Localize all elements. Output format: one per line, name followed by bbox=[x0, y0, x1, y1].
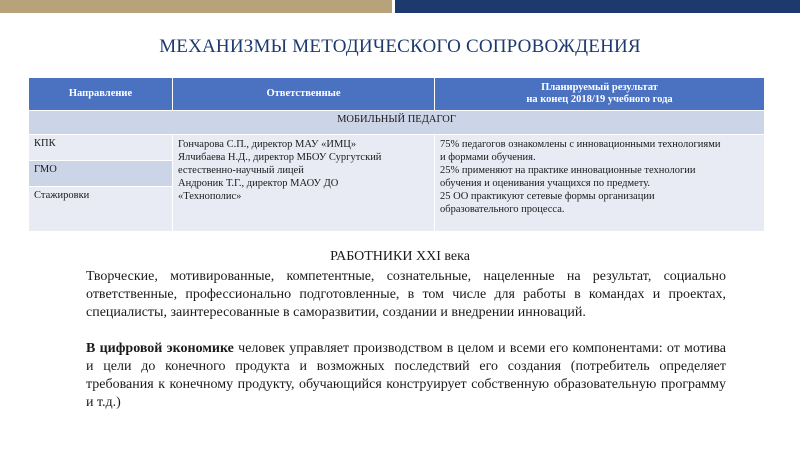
top-accent-bar-navy bbox=[395, 0, 800, 13]
header-result bbox=[435, 78, 765, 111]
paragraph-rest: человек управляет производством в целом и всеми его компонентами: от мотива и цели до конечного продукта и возможных последствий его создания (потребитель определяет требования к конечному продукту, обучающийся конструирует собственную образовательную программу и т.д.) bbox=[86, 341, 726, 410]
result-line: обучения и оценивания учащихся по предмету. bbox=[440, 178, 651, 189]
section-label: МОБИЛЬНЫЙ ПЕДАГОГ bbox=[29, 111, 765, 135]
responsible-line: естественно-научный лицей bbox=[178, 165, 304, 176]
responsible-line: Андроник Т.Г., директор МАОУ ДО bbox=[178, 178, 339, 189]
section-subtitle: РАБОТНИКИ XXI века bbox=[330, 249, 470, 264]
header-responsible: Ответственные bbox=[173, 78, 435, 111]
header-direction: Направление bbox=[29, 78, 173, 111]
direction-cell-gmo: ГМО bbox=[29, 161, 173, 187]
result-line: 75% педагогов ознакомлены с инновационными технологиями bbox=[440, 139, 721, 150]
methodology-table bbox=[28, 77, 765, 232]
direction-cell-kpk: КПК bbox=[29, 135, 173, 161]
slide-title: МЕХАНИЗМЫ МЕТОДИЧЕСКОГО СОПРОВОЖДЕНИЯ bbox=[159, 36, 641, 57]
header-result-line2: на конец 2018/19 учебного года bbox=[526, 94, 673, 105]
result-line: и формами обучения. bbox=[440, 152, 536, 163]
table-header-row bbox=[29, 78, 765, 111]
responsible-line: Ялчибаева Н.Д., директор МБОУ Сургутский bbox=[178, 152, 382, 163]
result-line: образовательного процесса. bbox=[440, 204, 565, 215]
header-result-line1: Планируемый результат bbox=[541, 82, 658, 93]
direction-cell-internship: Стажировки bbox=[29, 187, 173, 232]
paragraph-digital-economy bbox=[86, 340, 726, 412]
result-line: 25 ОО практикуют сетевые формы организации bbox=[440, 191, 655, 202]
top-accent-bar-gold bbox=[0, 0, 392, 13]
paragraph-bold-lead: В цифровой экономике bbox=[86, 341, 234, 356]
responsible-line: «Технополис» bbox=[178, 191, 242, 202]
responsible-line: Гончарова С.П., директор МАУ «ИМЦ» bbox=[178, 139, 357, 150]
table-section-row bbox=[29, 111, 765, 135]
result-line: 25% применяют на практике инновационные технологии bbox=[440, 165, 696, 176]
result-cell bbox=[435, 135, 765, 232]
paragraph-workers: Творческие, мотивированные, компетентные, сознательные, нацеленные на результат, социально ответственные, профессионально подготовленные, в том числе для работы в командах и проектах, специалисты, заинтересованные в саморазвитии, создании и внедрении инноваций. bbox=[86, 269, 726, 320]
responsible-cell bbox=[173, 135, 435, 232]
table-row bbox=[29, 135, 765, 161]
